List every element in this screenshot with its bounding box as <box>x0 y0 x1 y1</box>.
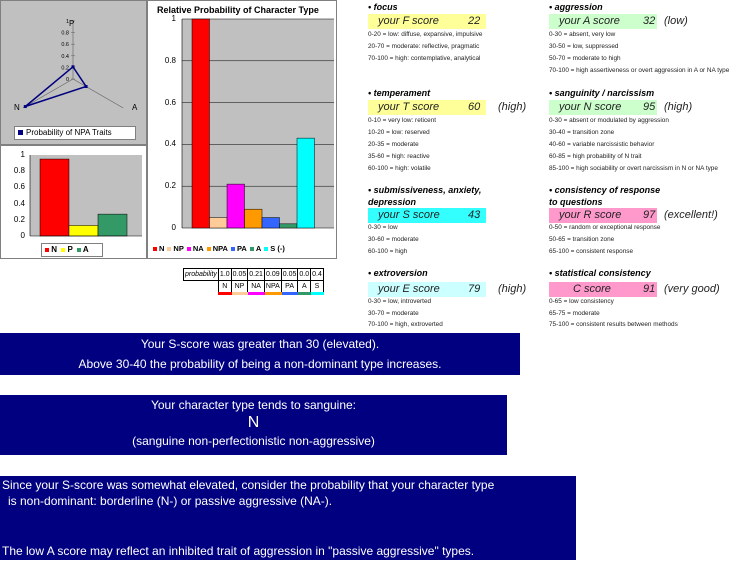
score-note: (excellent!) <box>664 209 718 221</box>
non-dominant-line1: Since your S-score was somewhat elevated, consider the probability that your character type <box>2 478 495 492</box>
main-tick-label: 0.8 <box>164 55 176 65</box>
probability-value: 0.05 <box>231 269 248 281</box>
npa-bar-n <box>40 159 69 236</box>
main-legend-swatch <box>207 247 211 251</box>
main-legend-label: NPA <box>212 244 228 253</box>
score-note: (high) <box>498 283 527 295</box>
main-legend-label: A <box>255 244 262 253</box>
score-value: 95 <box>643 101 656 113</box>
score-value: 97 <box>643 209 656 221</box>
score-label: your A score <box>559 15 620 27</box>
score-heading: • focus <box>368 2 398 12</box>
score-range: 0-30 = low, introverted <box>368 298 432 305</box>
score-label: your E score <box>378 283 440 295</box>
radar-legend-swatch <box>18 130 23 135</box>
radar-legend-label: Probability of NPA Traits <box>26 128 112 137</box>
score-heading: • aggression <box>549 2 603 12</box>
score-range: 0-20 = low: diffuse, expansive, impulsive <box>368 31 483 38</box>
radar-point <box>24 105 27 108</box>
type-cell: PA <box>281 281 298 294</box>
npa-bar-p <box>69 225 98 236</box>
score-s-section <box>366 184 546 264</box>
score-range: 50-65 = transition zone <box>549 236 615 243</box>
main-tick-label: 0 <box>171 223 176 232</box>
radar-legend <box>14 126 136 140</box>
main-legend-swatch <box>264 247 268 251</box>
type-cell: S <box>311 281 324 294</box>
main-legend-label: NP <box>173 244 184 253</box>
main-legend-label: NA <box>192 244 204 253</box>
main-bar-pa <box>262 218 280 228</box>
low-a-score-line: The low A score may reflect an inhibited trait of aggression in "passive aggressive" types. <box>2 544 475 558</box>
npa-tick-label: 0.4 <box>13 198 25 208</box>
main-bar-na <box>227 184 245 228</box>
main-tick-label: 1 <box>171 14 176 23</box>
score-box <box>549 14 657 29</box>
score-label: your R score <box>559 209 622 221</box>
npa-legend-swatch-n <box>45 248 49 252</box>
score-heading: • consistency of response to questions <box>549 185 661 207</box>
score-range: 60-100 = high: volatile <box>368 165 431 172</box>
npa-legend-label-n: N <box>51 245 58 254</box>
score-range: 20-35 = moderate <box>368 141 419 148</box>
score-label: your T score <box>378 101 440 113</box>
s-score-message-line1: Your S-score was greater than 30 (elevated). <box>140 337 380 351</box>
s-score-message-line2: Above 30-40 the probability of being a non-dominant type increases. <box>78 357 442 371</box>
main-tick-label: 0.6 <box>164 97 176 107</box>
score-range: 0-30 = low <box>368 224 398 231</box>
score-range: 40-60 = variable narcissistic behavior <box>549 141 655 148</box>
score-heading: • temperament <box>368 88 431 98</box>
score-label: your F score <box>378 15 439 27</box>
npa-tick-label: 1 <box>20 150 25 159</box>
main-bar-npa <box>245 209 263 228</box>
main-legend <box>150 243 333 255</box>
npa-tick-label: 0.8 <box>13 166 25 176</box>
type-cell: N <box>218 281 231 294</box>
type-row <box>184 281 324 294</box>
probability-value: 0.05 <box>281 269 298 281</box>
score-range: 65-100 = consistent response <box>549 248 634 255</box>
score-range: 0-50 = random or exceptional response <box>549 224 661 231</box>
character-type-description: (sanguine non-perfectionistic non-aggressive) <box>132 434 375 448</box>
score-range: 35-60 = high: reactive <box>368 153 430 160</box>
radar-axes <box>23 21 123 108</box>
score-a-section <box>547 2 751 82</box>
score-e-section <box>366 268 546 332</box>
npa-tick-label: 0.6 <box>13 182 25 192</box>
score-box <box>368 208 486 223</box>
character-type-intro: Your character type tends to sanguine: <box>150 398 357 412</box>
main-bar-chart <box>148 1 338 260</box>
score-range: 70-100 = high: contemplative, analytical <box>368 55 481 62</box>
score-range: 0-10 = very low: reticent <box>368 117 437 124</box>
character-type-code: N <box>247 414 260 431</box>
score-box <box>368 100 486 115</box>
radar-axis-label-p: P <box>69 19 75 28</box>
score-box <box>368 282 486 297</box>
main-bar-a <box>280 224 298 228</box>
npa-tick-label: 0 <box>20 231 25 240</box>
type-cell: NPA <box>264 281 281 294</box>
score-range: 70-100 = high assertiveness or overt aggression in A or NA type <box>549 67 730 74</box>
chart-title: Relative Probability of Character Type <box>157 5 319 15</box>
score-range: 0-65 = low consistency <box>549 298 614 305</box>
score-value: 43 <box>468 209 481 221</box>
main-legend-label: N <box>159 244 165 253</box>
score-label: your S score <box>378 209 440 221</box>
score-heading: • extroversion <box>368 268 428 278</box>
score-note: (high) <box>664 101 693 113</box>
main-bar-np <box>210 218 228 228</box>
score-box <box>549 100 657 115</box>
score-note: (low) <box>664 15 688 27</box>
score-box <box>549 208 657 223</box>
score-value: 22 <box>468 15 481 27</box>
main-bar-s <box>297 138 315 228</box>
main-legend-swatch <box>250 247 254 251</box>
score-t-section <box>366 88 546 178</box>
score-range: 30-50 = low, suppressed <box>549 43 619 50</box>
main-legend-label: PA <box>236 244 247 253</box>
probability-value: 1.0 <box>218 269 231 281</box>
character-type-message <box>0 395 507 455</box>
type-cell: NA <box>248 281 265 294</box>
score-heading: • submissiveness, anxiety, depression <box>368 185 482 207</box>
score-range: 30-70 = moderate <box>368 310 419 317</box>
npa-legend-label-a: A <box>82 245 89 254</box>
score-range: 10-20 = low: reserved <box>368 129 430 136</box>
type-cell: NP <box>231 281 248 294</box>
s-score-message <box>0 333 520 375</box>
score-range: 60-85 = high probability of N trait <box>549 153 642 160</box>
main-legend-swatch <box>153 247 157 251</box>
score-f-section <box>366 2 546 72</box>
score-range: 70-100 = high, extroverted <box>368 321 443 328</box>
npa-bar-a <box>98 214 127 236</box>
main-legend-swatch <box>187 247 191 251</box>
score-value: 60 <box>468 101 481 113</box>
radar-tick-label: 0.2 <box>61 65 69 72</box>
score-range: 85-100 = high sociability or overt narcissism in N or NA type <box>549 165 718 172</box>
non-dominant-line2: is non-dominant: borderline (N-) or passive aggressive (NA-). <box>8 494 333 508</box>
score-range: 0-30 = absent, very low <box>549 31 616 38</box>
npa-legend-swatch-p <box>61 248 65 252</box>
score-note: (high) <box>498 101 527 113</box>
score-value: 91 <box>643 283 656 295</box>
score-value: 79 <box>468 283 481 295</box>
score-range: 65-75 = moderate <box>549 310 600 317</box>
probability-value: 0.09 <box>264 269 281 281</box>
radar-series-line <box>25 67 86 107</box>
main-bar-n <box>192 19 210 228</box>
character-type-chart-panel <box>147 0 337 259</box>
non-dominant-message <box>0 476 576 560</box>
main-legend-swatch <box>231 247 235 251</box>
radar-tick-label: 1 <box>65 19 69 25</box>
npa-legend-label-p: P <box>67 245 73 254</box>
score-c-section <box>547 268 751 332</box>
probability-table <box>183 268 324 295</box>
score-value: 32 <box>643 15 656 27</box>
main-legend-swatch <box>167 247 171 251</box>
radar-chart <box>1 1 148 146</box>
main-legend-label: S (-) <box>270 244 285 253</box>
score-box <box>549 282 657 297</box>
radar-tick-label: 0 <box>65 77 69 83</box>
score-range: 50-70 = moderate to high <box>549 55 621 62</box>
score-note: (very good) <box>664 283 720 295</box>
score-n-section <box>547 88 751 178</box>
probability-value: 0.0 <box>298 269 311 281</box>
radar-tick-label: 0.4 <box>61 53 69 60</box>
npa-bar-chart-panel <box>0 145 147 259</box>
score-range: 60-100 = high <box>368 248 408 255</box>
score-range: 0-30 = absent or modulated by aggression <box>549 117 669 124</box>
score-heading: • sanguinity / narcissism <box>549 88 655 98</box>
score-range: 75-100 = consistent results between methods <box>549 321 678 328</box>
main-tick-label: 0.2 <box>164 181 176 191</box>
radar-tick-label: 0.6 <box>61 42 69 49</box>
probability-value: 0.21 <box>248 269 265 281</box>
score-label: C score <box>573 283 611 295</box>
score-heading: • statistical consistency <box>549 268 651 278</box>
radar-axis-label-n: N <box>14 103 20 112</box>
radar-axis-label-a: A <box>132 103 138 112</box>
score-range: 30-40 = transition zone <box>549 129 615 136</box>
probability-row <box>184 269 324 281</box>
score-label: your N score <box>559 101 622 113</box>
npa-tick-label: 0.2 <box>13 214 25 224</box>
radar-chart-panel <box>0 0 147 145</box>
score-box <box>368 14 486 29</box>
npa-legend <box>41 243 103 257</box>
score-range: 30-60 = moderate <box>368 236 419 243</box>
radar-point <box>72 65 75 68</box>
score-range: 20-70 = moderate: reflective, pragmatic <box>368 43 480 50</box>
score-r-section <box>547 184 751 264</box>
probability-label: probability <box>184 269 219 281</box>
probability-value: 0.4 <box>311 269 324 281</box>
radar-tick-label: 0.8 <box>61 30 69 37</box>
main-tick-label: 0.4 <box>164 139 176 149</box>
type-cell: A <box>298 281 311 294</box>
npa-legend-swatch-a <box>77 248 81 252</box>
radar-axis <box>73 79 123 108</box>
radar-point <box>85 85 88 88</box>
